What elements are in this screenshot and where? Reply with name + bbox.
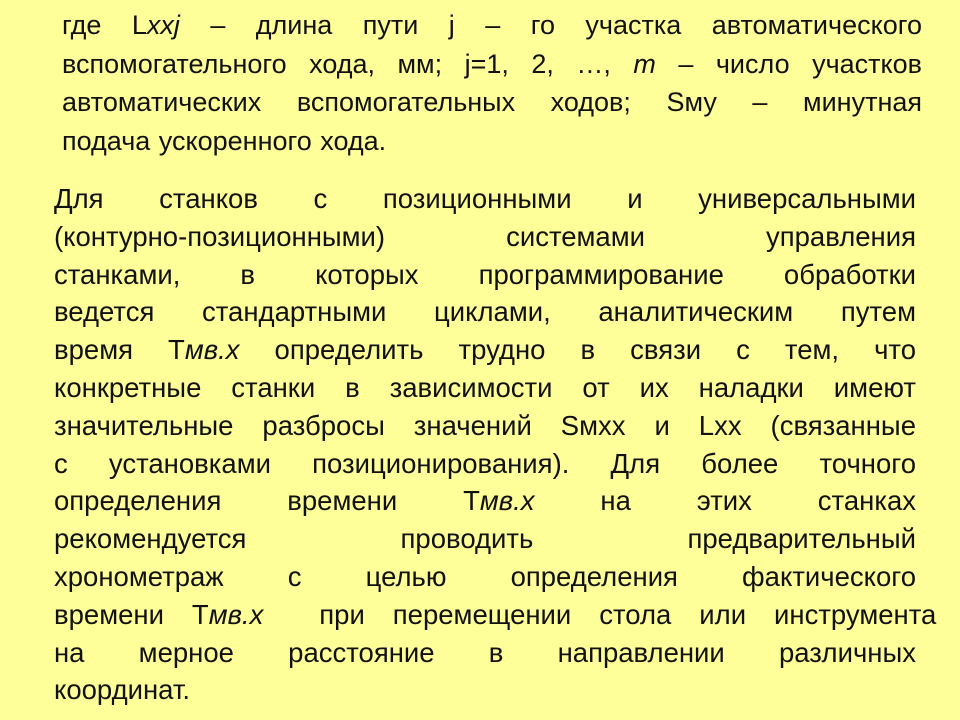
text-line: время Tмв.х определить трудно в связи с тем, что — [54, 334, 917, 366]
subscript-italic: мв.х — [479, 485, 535, 517]
subscript-italic: мв.х — [184, 334, 240, 366]
text-line: определения времени Tмв.х на этих станках — [54, 485, 916, 517]
text-line: ведется стандартными циклами, аналитическим путем — [54, 296, 916, 328]
text-line: значительные разбросы значений Sмxx и Lхх (связанные — [54, 409, 916, 441]
variable-italic: m — [633, 48, 656, 79]
text-line: подача ускоренного хода. — [62, 125, 387, 156]
text-line: конкретные станки в зависимости от их наладки имеют — [54, 371, 916, 403]
text-line: станками, в которых программирование обработки — [54, 258, 916, 290]
text-line: автоматических вспомогательных ходов; Sму – минутная — [62, 87, 922, 117]
text-line: (контурно-позиционными) системами управления — [54, 220, 916, 252]
text-line: где Lxxj – длина пути j – го участка автоматического — [62, 10, 922, 40]
text-line: вспомогательного хода, мм; j=1, 2, …, m – число участков — [62, 48, 922, 79]
text-line: с установками позиционирования). Для более точного — [54, 447, 916, 479]
subscript-italic: xxj — [146, 10, 180, 40]
text-line: хронометраж с целью определения фактического — [54, 560, 916, 592]
subscript-italic: мв.х — [208, 598, 264, 630]
formula-legend-paragraph — [62, 6, 922, 160]
text-line: на мерное расстояние в направлении различных — [54, 636, 916, 668]
text-line: времени Tмв.х при перемещении стола или инструмента — [54, 598, 937, 630]
text-line: Для станков с позиционными и универсальными — [54, 183, 916, 214]
body-paragraph — [54, 180, 937, 709]
text-line: координат. — [54, 674, 191, 706]
text-line: рекомендуется проводить предварительный — [54, 523, 916, 555]
